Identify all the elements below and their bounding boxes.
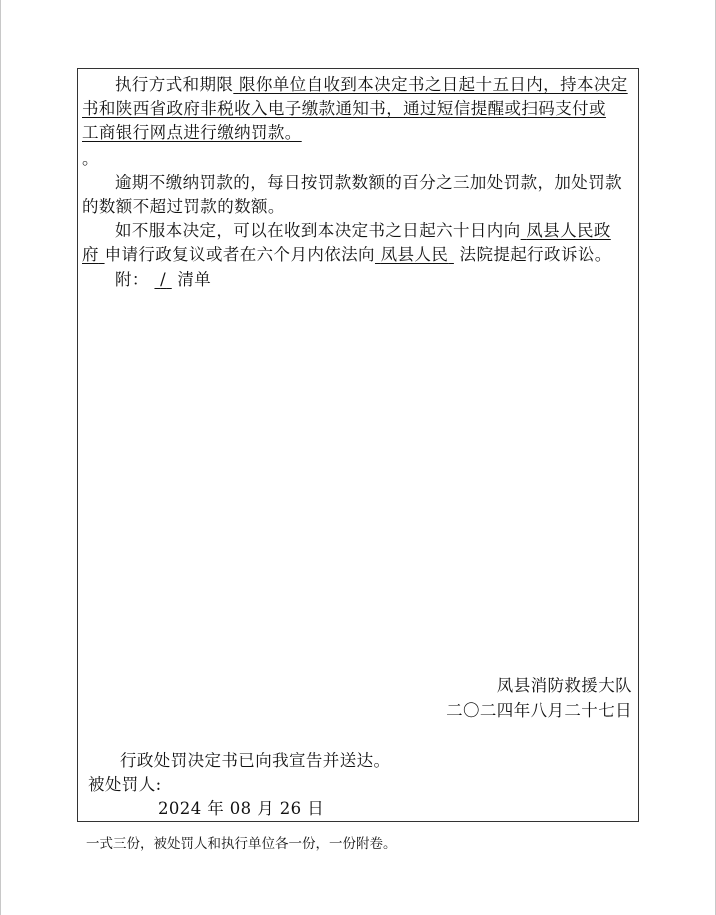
appeal-court-name: 凤县人民 bbox=[380, 245, 449, 264]
issuer-name: 凤县消防救援大队 bbox=[496, 676, 632, 695]
appeal-line-1 bbox=[82, 219, 632, 243]
appeal-authority-part-1: 凤县人民政 bbox=[526, 221, 611, 240]
issuer-date: 二〇二四年八月二十七日 bbox=[446, 701, 632, 720]
attachment-suffix: 清单 bbox=[177, 270, 212, 289]
appeal-prefix: 如不服本决定，可以在收到本决定书之日起六十日内向 bbox=[115, 221, 521, 240]
overdue-line-1: 逾期不缴纳罚款的，每日按罚款数额的百分之三加处罚款，加处罚款 bbox=[115, 173, 622, 192]
appeal-middle: 申请行政复议或者在六个月内依法向 bbox=[104, 245, 375, 264]
attachment-label: 附： bbox=[115, 270, 149, 289]
stray-mark: 。 bbox=[82, 149, 99, 168]
execution-method-text-3: 工商银行网点进行缴纳罚款。 bbox=[82, 123, 302, 142]
receipt-statement: 行政处罚决定书已向我宣告并送达。 bbox=[120, 751, 391, 770]
execution-method-line-3 bbox=[82, 121, 632, 145]
appeal-suffix: 法院提起行政诉讼。 bbox=[459, 245, 612, 264]
execution-method-text-1: 限你单位自收到本决定书之日起十五日内，持本决定 bbox=[238, 75, 628, 94]
attachment-value: / bbox=[160, 270, 167, 289]
attachment-line bbox=[82, 268, 632, 292]
receipt-date: 2024 年 08 月 26 日 bbox=[158, 799, 325, 818]
decision-document-frame bbox=[77, 68, 639, 822]
overdue-line-2: 的数额不超过罚款的数额。 bbox=[82, 197, 285, 216]
execution-method-line-2 bbox=[82, 97, 632, 121]
execution-method-label: 执行方式和期限 bbox=[115, 75, 234, 94]
footnote: 一式三份，被处罚人和执行单位各一份，一份附卷。 bbox=[86, 836, 397, 852]
appeal-authority-part-2: 府 bbox=[82, 245, 99, 264]
recipient-label: 被处罚人: bbox=[88, 775, 162, 794]
execution-method-text-2: 书和陕西省政府非税收入电子缴款通知书，通过短信提醒或扫码支付或 bbox=[82, 99, 606, 118]
execution-method-line-1 bbox=[82, 73, 632, 97]
appeal-line-2 bbox=[82, 243, 632, 267]
page-edge-left bbox=[0, 0, 1, 915]
